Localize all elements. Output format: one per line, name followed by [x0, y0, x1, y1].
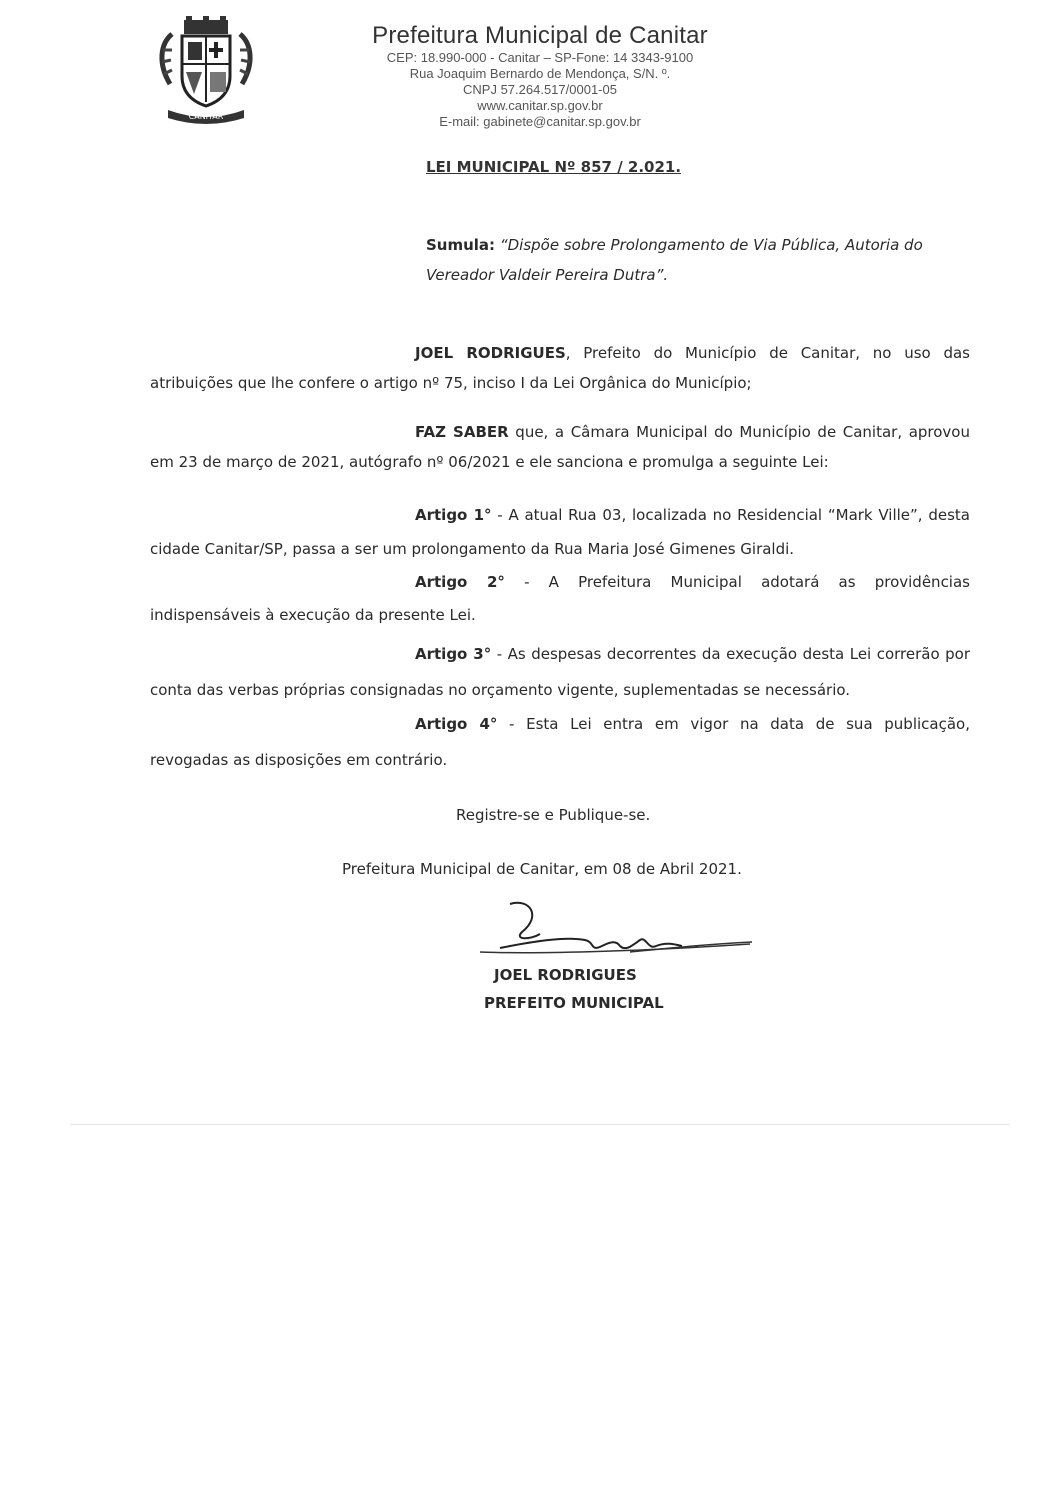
article-4 — [150, 706, 970, 778]
crest-scroll-text: CANITAR — [188, 112, 224, 121]
letterhead-cnpj: CNPJ 57.264.517/0001-05 — [463, 82, 617, 97]
municipal-crest-icon — [150, 14, 262, 126]
paragraph-lead: FAZ SABER — [415, 423, 509, 441]
letterhead-website: www.canitar.sp.gov.br — [477, 98, 603, 113]
law-title: LEI MUNICIPAL Nº 857 / 2.021. — [426, 158, 682, 176]
article-3 — [150, 636, 970, 708]
article-text: - As despesas decorrentes da execução desta Lei correrão por conta das verbas próprias consignadas no orçamento vigente, suplementadas se necessário. — [150, 645, 970, 699]
handwritten-signature — [470, 896, 760, 966]
article-number: Artigo 4° — [415, 715, 498, 733]
closing-formula: Registre-se e Publique-se. — [456, 806, 651, 824]
article-text: - A Prefeitura Municipal adotará as providências indispensáveis à execução da presente Lei. — [150, 573, 970, 624]
letterhead-email: E-mail: gabinete@canitar.sp.gov.br — [439, 114, 641, 129]
letterhead — [330, 22, 750, 130]
article-1 — [150, 498, 970, 566]
place-and-date: Prefeitura Municipal de Canitar, em 08 de Abril 2021. — [342, 860, 742, 878]
paragraph-faz-saber — [150, 417, 970, 477]
organization-name: Prefeitura Municipal de Canitar — [372, 22, 708, 49]
signer-name: JOEL RODRIGUES — [494, 966, 637, 984]
letterhead-address: Rua Joaquim Bernardo de Mendonça, S/N. º. — [409, 66, 671, 81]
article-number: Artigo 2° — [415, 573, 505, 591]
article-text: - Esta Lei entra em vigor na data de sua publicação, revogadas as disposições em contrário. — [150, 715, 970, 769]
sumula-label: Sumula: — [426, 236, 496, 254]
article-number: Artigo 1° — [415, 506, 492, 524]
paragraph-text: , Prefeito do Município de Canitar, no uso das atribuições que lhe confere o artigo nº 75, inciso I da Lei Orgânica do Município; — [150, 344, 970, 392]
signer-role: PREFEITO MUNICIPAL — [484, 994, 664, 1012]
paragraph-preamble — [150, 338, 970, 398]
sumula-text: “Dispõe sobre Prolongamento de Via Pública, Autoria do Vereador Valdeir Pereira Dutra”. — [426, 236, 923, 284]
article-number: Artigo 3° — [415, 645, 492, 663]
article-2 — [150, 566, 970, 632]
article-text: - A atual Rua 03, localizada no Residencial “Mark Ville”, desta cidade Canitar/SP, passa a ser um prolongamento da Rua Maria José Gimenes Giraldi. — [150, 506, 970, 558]
scan-edge-divider — [70, 1124, 1010, 1125]
paragraph-text: que, a Câmara Municipal do Município de Canitar, aprovou em 23 de março de 2021, autógrafo nº 06/2021 e ele sanciona e promulga a seguinte Lei: — [150, 423, 970, 471]
sumula — [426, 230, 970, 290]
letterhead-cep-phone: CEP: 18.990-000 - Canitar – SP-Fone: 14 3343-9100 — [386, 50, 694, 65]
paragraph-lead: JOEL RODRIGUES — [415, 344, 566, 362]
